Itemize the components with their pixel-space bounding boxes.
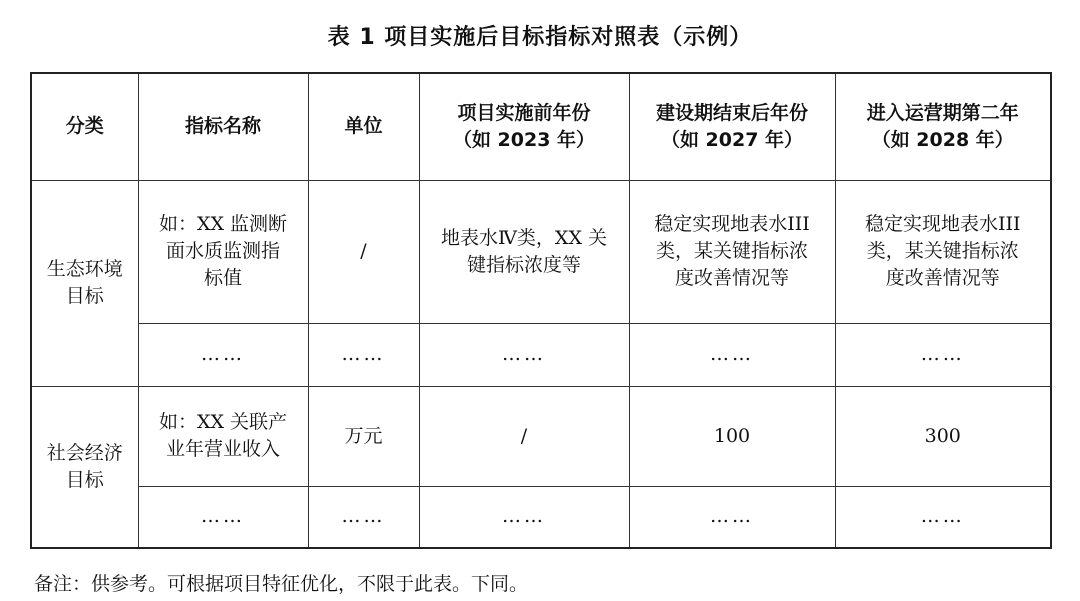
footnote: 备注：供参考。可根据项目特征优化，不限于此表。下同。 bbox=[34, 573, 529, 595]
indicator-cell: …… bbox=[138, 323, 308, 386]
cell-line: 生态环境 bbox=[46, 258, 123, 280]
after-build-cell: 100 bbox=[629, 386, 835, 486]
indicator-cell bbox=[138, 180, 308, 323]
year2-cell bbox=[835, 180, 1051, 323]
year2-cell: …… bbox=[835, 486, 1051, 548]
table-row bbox=[31, 386, 1051, 486]
category-cell bbox=[31, 180, 138, 386]
cell-line: 稳定实现地表水III bbox=[654, 213, 810, 235]
cell-line: 类，某关键指标浓 bbox=[866, 240, 1019, 262]
header-subtext: （如 2023 年） bbox=[452, 128, 596, 151]
before-cell bbox=[419, 180, 629, 323]
cell-line: 如：XX 关联产 bbox=[158, 411, 288, 433]
cell-line: 面水质监测指 bbox=[165, 240, 280, 262]
cell-line: 度改善情况等 bbox=[674, 267, 789, 289]
header-text: 单位 bbox=[344, 115, 383, 138]
cell-line: 标值 bbox=[203, 267, 242, 289]
before-cell: …… bbox=[419, 486, 629, 548]
after-build-cell bbox=[629, 180, 835, 323]
unit-cell: 万元 bbox=[308, 386, 419, 486]
unit-cell: / bbox=[308, 180, 419, 323]
header-text: 分类 bbox=[65, 115, 104, 138]
cell-line: 社会经济 bbox=[46, 441, 123, 464]
indicator-cell bbox=[138, 386, 308, 486]
header-row bbox=[31, 73, 1051, 180]
indicator-table bbox=[30, 72, 1052, 549]
table-row bbox=[31, 180, 1051, 323]
unit-cell: …… bbox=[308, 323, 419, 386]
table-title: 表 1 项目实施后目标指标对照表（示例） bbox=[327, 25, 753, 50]
header-text: 建设期结束后年份 bbox=[655, 101, 808, 124]
header-subtext: （如 2028 年） bbox=[871, 128, 1014, 151]
cell-line: 度改善情况等 bbox=[885, 267, 1000, 289]
year2-cell: 300 bbox=[835, 386, 1051, 486]
header-after-build-year bbox=[629, 73, 835, 180]
cell-line: 地表水Ⅳ类，XX 关 bbox=[440, 226, 608, 249]
header-unit bbox=[308, 73, 419, 180]
table-row bbox=[31, 323, 1051, 386]
header-subtext: （如 2027 年） bbox=[660, 128, 804, 151]
header-text: 项目实施前年份 bbox=[457, 101, 591, 124]
after-build-cell: …… bbox=[629, 323, 835, 386]
before-cell: …… bbox=[419, 323, 629, 386]
cell-line: 稳定实现地表水III bbox=[864, 213, 1021, 235]
cell-line: 如：XX 监测断 bbox=[158, 213, 288, 235]
cell-line: 目标 bbox=[65, 468, 104, 491]
header-category bbox=[31, 73, 138, 180]
year2-cell: …… bbox=[835, 323, 1051, 386]
cell-line: 键指标浓度等 bbox=[466, 253, 581, 276]
indicator-cell: …… bbox=[138, 486, 308, 548]
header-indicator-name bbox=[138, 73, 308, 180]
before-cell: / bbox=[419, 386, 629, 486]
header-text: 进入运营期第二年 bbox=[866, 101, 1019, 124]
header-text: 指标名称 bbox=[184, 115, 261, 138]
category-cell bbox=[31, 386, 138, 548]
header-before-year bbox=[419, 73, 629, 180]
table-row bbox=[31, 486, 1051, 548]
cell-line: 业年营业收入 bbox=[165, 438, 280, 460]
cell-line: 目标 bbox=[65, 285, 104, 307]
cell-line: 类，某关键指标浓 bbox=[655, 240, 808, 262]
header-operation-year2 bbox=[835, 73, 1051, 180]
after-build-cell: …… bbox=[629, 486, 835, 548]
unit-cell: …… bbox=[308, 486, 419, 548]
